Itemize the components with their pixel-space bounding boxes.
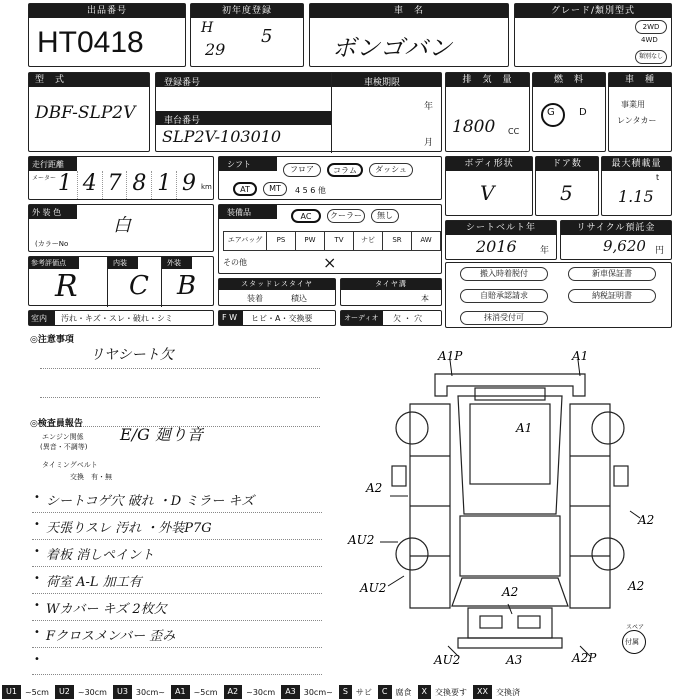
timing-label: タイミングベルト: [42, 461, 98, 469]
fw-options: ヒビ・A・交換要: [251, 314, 313, 323]
chassis-value: SLP2V-103010: [162, 127, 282, 146]
seatbelt-box: [445, 220, 557, 260]
studless-box: [218, 278, 336, 306]
model-name-box: [309, 3, 509, 67]
color-code-label: (カラーNo: [35, 240, 69, 248]
inspector-line: •: [32, 648, 322, 675]
tire-label: タイヤ溝: [341, 279, 441, 290]
lot-number-label: 出品番号: [29, 4, 185, 18]
model-name: ボンゴバン: [332, 34, 452, 62]
shift-floor: フロア: [283, 163, 321, 177]
doors-label: ドア数: [536, 157, 598, 171]
audio-label: オーディオ: [344, 314, 379, 322]
inspection-year-unit: 年: [424, 102, 434, 112]
seatbelt-value: 2016: [476, 237, 517, 256]
inspection-label: 車検期限: [364, 78, 401, 88]
doc-tax: 納税証明書: [568, 289, 656, 303]
lot-number-box: [28, 3, 186, 67]
interior-label: 内装: [113, 259, 127, 267]
equip-items-row: エアバッグ PS PW TV ナビ SR AW: [223, 231, 441, 251]
tire-unit: 本: [421, 294, 429, 303]
seatbelt-unit: 年: [540, 246, 550, 256]
type-value: DBF-SLP2V: [35, 103, 136, 123]
engine-sub: (異音・不調等): [40, 443, 88, 451]
displacement-value: 1800: [452, 117, 496, 137]
notes-lines: [40, 340, 320, 427]
doc-warranty: 新車保証書: [568, 267, 656, 281]
type-label: 型 式: [29, 73, 149, 87]
docs-box: [445, 262, 672, 328]
seatbelt-label: シートベルト年: [446, 221, 556, 235]
recycle-box: [560, 220, 672, 260]
first-reg-month: 5: [261, 26, 273, 47]
studless-mounted: 装着: [247, 294, 263, 303]
equip-other-label: その他: [223, 258, 247, 267]
load-unit: t: [656, 173, 660, 182]
doc-transport: 搬入時着脱付: [460, 267, 548, 281]
displacement-box: [445, 72, 530, 152]
doors-box: [535, 156, 599, 216]
drive-none: 類別なし: [635, 50, 667, 64]
fuel-g: G: [547, 107, 555, 118]
studless-loaded: 積込: [291, 294, 307, 303]
body-box: [445, 156, 533, 216]
ref-score: R: [55, 269, 78, 304]
first-reg-era: H: [201, 20, 214, 36]
equip-none: 無し: [371, 209, 399, 223]
exterior-label: 外装: [167, 259, 181, 267]
mark-a2-right: A2: [638, 513, 655, 527]
scores-box: [28, 256, 214, 306]
displacement-label: 排 気 量: [446, 73, 529, 87]
first-registration-box: [190, 3, 304, 67]
fuel-label: 燃 料: [533, 73, 605, 87]
use-box: [608, 72, 672, 152]
doc-liability: 自賠承認請求: [460, 289, 548, 303]
inspector-line: • 着板 消しペイント: [32, 540, 322, 567]
spare-label: スペア: [626, 624, 645, 631]
fw-box: [218, 310, 336, 326]
color-value: 白: [113, 215, 131, 236]
mark-a1-roof: A1: [516, 421, 533, 435]
mileage-label: 走行距離: [32, 160, 64, 169]
displacement-unit: CC: [508, 127, 520, 136]
inspector-lines: [32, 486, 322, 675]
first-reg-year: 29: [205, 40, 226, 59]
audio-options: 欠 ・ 穴: [393, 314, 423, 323]
grade-box: [514, 3, 672, 67]
load-label: 最大積載量: [602, 157, 671, 171]
registration-label: 登録番号: [164, 78, 201, 88]
shift-dash: ダッシュ: [369, 163, 413, 177]
drive-4wd: 4WD: [641, 36, 658, 44]
shift-column: コラム: [327, 163, 363, 177]
mark-a2p: A2P: [572, 651, 597, 665]
fuel-d: D: [579, 107, 587, 118]
exterior-score: B: [177, 271, 197, 301]
color-label: 外 装 色: [32, 208, 62, 217]
mark-a2-left: A2: [366, 481, 383, 495]
tire-box: [340, 278, 442, 306]
equip-ac: AC: [291, 209, 321, 223]
mark-au2-front: AU2: [434, 653, 461, 667]
interior-remarks-box: [28, 310, 214, 326]
mark-a2-rightrear: A2: [628, 579, 645, 593]
fw-label: F W: [222, 313, 238, 322]
inspector-title: ◎検査員報告: [30, 419, 83, 429]
damage-legend: U1 ~5cm U2 ~30cm U3 30cm~ A1 ~5cm A2 ~30cm A3 30cm~ S サビ C 腐食 X 交換要す XX 交換済: [0, 684, 700, 700]
int-remarks-label: 室内: [31, 314, 47, 323]
load-value: 1.15: [618, 187, 654, 206]
mark-a3-front: A3: [506, 653, 523, 667]
engine-label: エンジン関係: [42, 433, 84, 441]
audio-box: [340, 310, 442, 326]
shift-at: AT: [233, 182, 257, 196]
notes-title: ◎注意事項: [30, 335, 74, 345]
equipment-label: 装備品: [227, 208, 251, 217]
recycle-label: リサイクル預託金: [561, 221, 671, 235]
inspector-line: • 荷室 A-L 加工有: [32, 567, 322, 594]
mark-a1p: A1P: [438, 349, 463, 363]
body-label: ボディ形状: [446, 157, 532, 171]
spare-value: 付属: [625, 638, 639, 646]
first-registration-label: 初年度登録: [191, 4, 303, 18]
chassis-label: 車台番号: [164, 116, 201, 126]
registration-box: [155, 72, 442, 152]
equip-cooler: クーラー: [327, 209, 365, 223]
body-value: V: [480, 181, 495, 205]
mark-au2-left: AU2: [348, 533, 375, 547]
equipment-box: [218, 204, 442, 274]
drive-2wd: 2WD: [635, 20, 667, 34]
inspector-line: • Wカバー キズ 2枚欠: [32, 594, 322, 621]
mark-a1-rear: A1: [572, 349, 589, 363]
mileage-digits: 1 4 7 8 1 9: [53, 171, 201, 199]
ref-score-label: 参考評価点: [31, 259, 66, 267]
shift-mt: MT: [263, 182, 287, 196]
studless-label: スタッドレスタイヤ: [219, 279, 335, 290]
grade-label: グレード/類別型式: [515, 4, 671, 18]
inspector-line: • 天張りスレ 汚れ ・外装P7G: [32, 513, 322, 540]
meter-label: メーター: [32, 175, 57, 182]
engine-value: E/G 廻り音: [120, 425, 203, 444]
inspector-line: • Fクロスメンバー 歪み: [32, 621, 322, 648]
fuel-box: [532, 72, 606, 152]
color-box: [28, 204, 214, 252]
shift-label: シフト: [227, 160, 251, 169]
recycle-unit: 円: [655, 246, 665, 256]
doc-cancel: 抹消受付可: [460, 311, 548, 325]
mileage-unit: km: [201, 183, 212, 191]
mileage-box: [28, 156, 214, 200]
load-box: [601, 156, 672, 216]
use-rental: レンタカー: [617, 116, 657, 125]
shift-nums: 4 5 6 他: [295, 186, 326, 195]
use-label: 車 種: [609, 73, 671, 87]
equip-other-value: ×: [323, 253, 337, 272]
mark-au2-lower: AU2: [360, 581, 387, 595]
notes-text: リヤシート欠: [90, 347, 174, 363]
mark-a2-front: A2: [502, 585, 519, 599]
use-business: 事業用: [621, 100, 645, 109]
lot-number: HT0418: [37, 26, 144, 59]
recycle-value: 9,620: [603, 237, 646, 255]
interior-score: C: [129, 271, 149, 301]
int-remarks: 汚れ・キズ・スレ・破れ・シミ: [61, 314, 173, 323]
type-box: [28, 72, 150, 152]
timing-sub: 交換 有・無: [70, 473, 112, 481]
model-name-label: 車 名: [310, 4, 508, 18]
doors-value: 5: [560, 181, 573, 205]
inspection-month-unit: 月: [424, 138, 434, 148]
shift-box: [218, 156, 442, 200]
inspector-line: • シートコゲ穴 破れ ・D ミラー キズ: [32, 486, 322, 513]
